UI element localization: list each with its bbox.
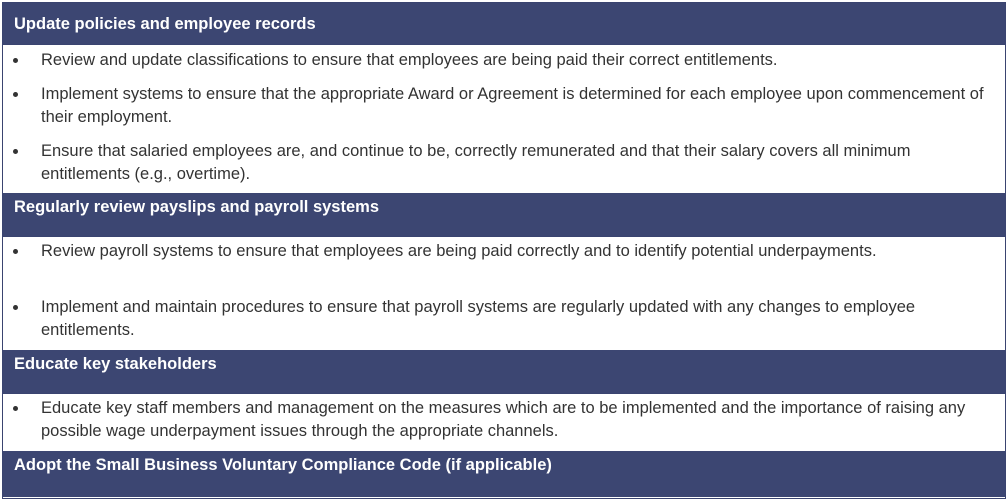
section-title: Regularly review payslips and payroll systems [14,198,379,216]
section-body [3,236,1005,350]
list-item-text: Review and update classifications to ensure that employees are being paid their correct entitlements. [41,51,778,69]
section-header [3,350,1005,393]
section-body [3,393,1005,451]
section-header [3,193,1005,236]
checklist-table [2,2,1006,499]
section-header [3,451,1005,497]
section-header [3,3,1005,44]
bullet-icon [13,58,18,63]
list-item-text: Implement and maintain procedures to ensure that payroll systems are regularly updated with any changes to employee entitlements. [41,298,916,339]
section-title: Update policies and employee records [14,15,316,33]
section-body [3,44,1005,193]
section-title: Adopt the Small Business Voluntary Compliance Code (if applicable) [14,456,552,474]
list-item-text: Review payroll systems to ensure that employees are being paid correctly and to identify potential underpayments. [41,242,877,260]
bullet-icon [13,149,18,154]
section-title: Educate key stakeholders [14,355,217,373]
bullet-icon [13,305,18,310]
list-item-text: Educate key staff members and management on the measures which are to be implemented and the importance of raising any possible wage underpayment issues through the appropriate channels. [41,399,966,440]
bullet-icon [13,92,18,97]
bullet-icon [13,406,18,411]
list-item-text: Ensure that salaried employees are, and continue to be, correctly remunerated and that their salary covers all minimum entitlements (e.g., overtime). [41,142,911,183]
bullet-icon [13,249,18,254]
list-item-text: Implement systems to ensure that the appropriate Award or Agreement is determined for each employee upon commencement of their employment. [41,85,984,126]
